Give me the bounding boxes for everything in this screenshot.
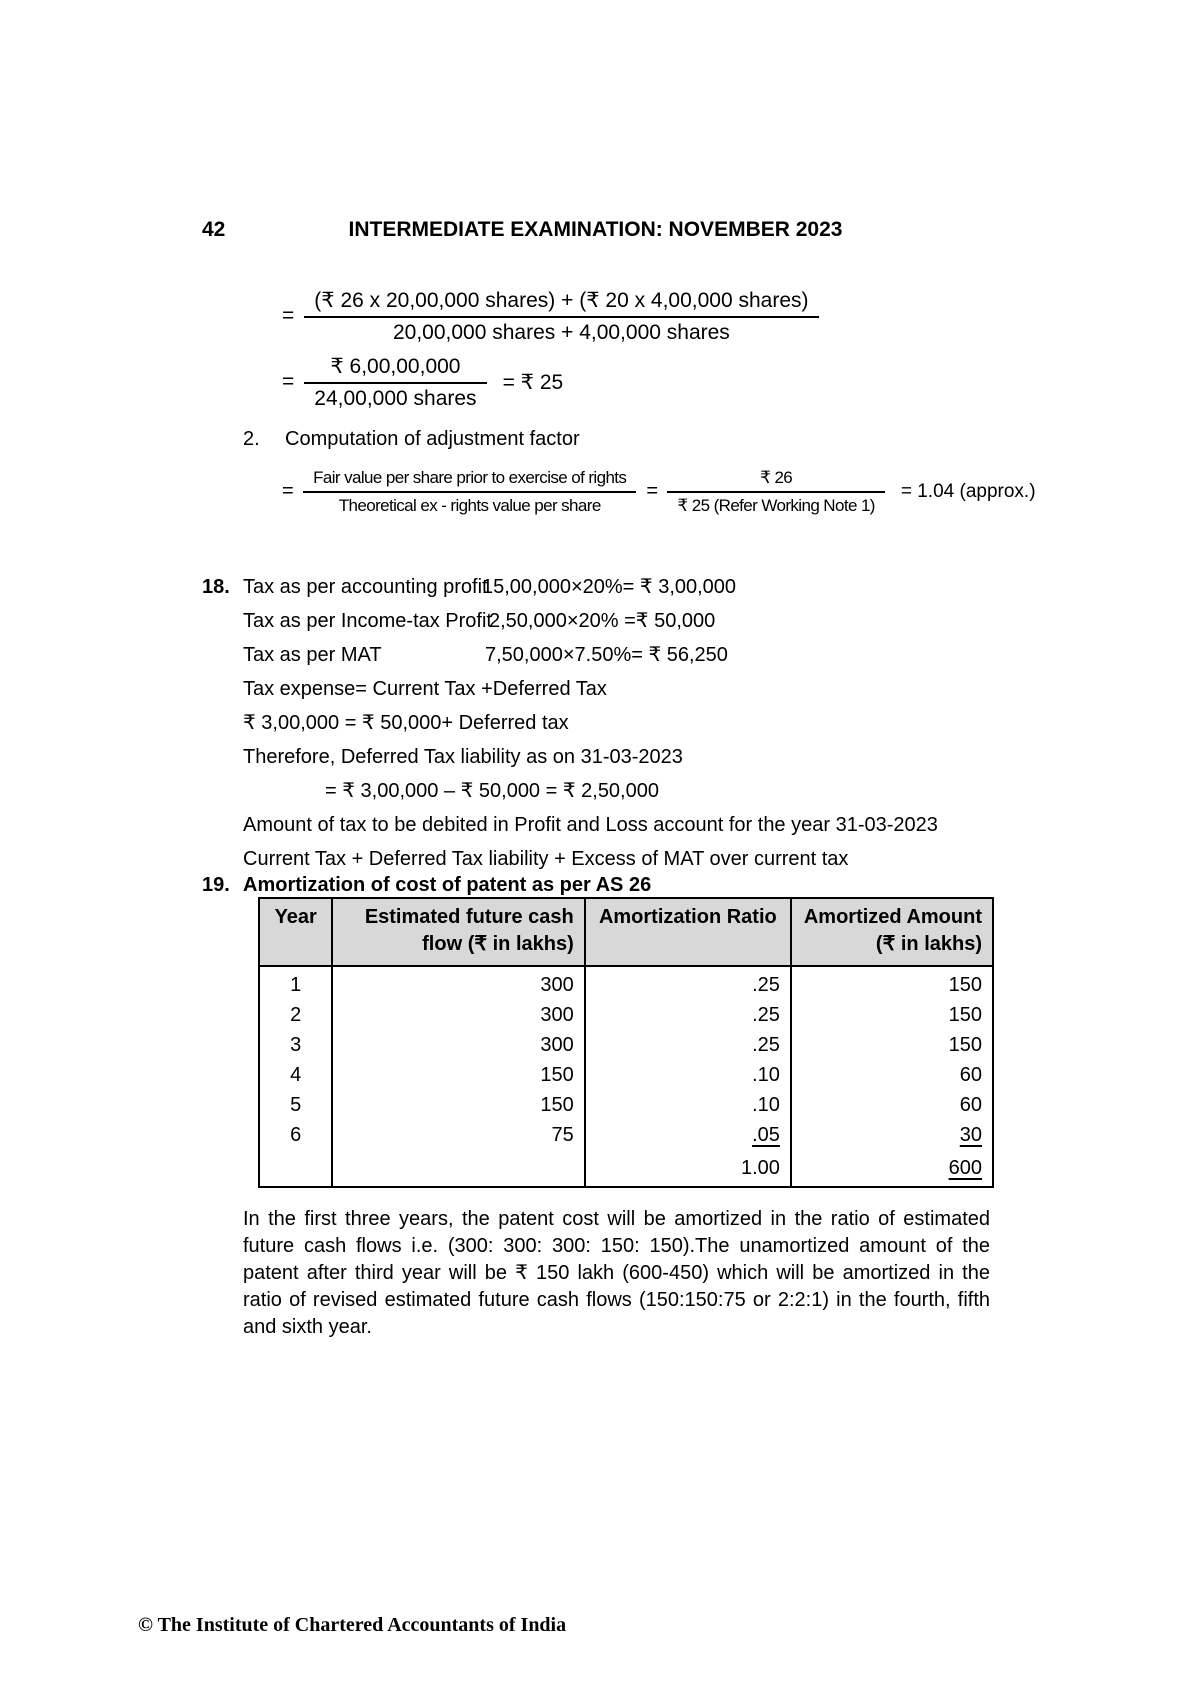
line-text: Amount of tax to be debited in Profit and Loss account for the year 31-03-2023	[243, 814, 938, 836]
cell-ratio-underlined: .05	[752, 1124, 780, 1146]
cell-cash: 150	[332, 1060, 584, 1090]
table-total-row	[260, 1150, 992, 1186]
tax-label: Tax as per Income-tax Profit	[243, 610, 492, 632]
cell-cash: 150	[332, 1090, 584, 1120]
equation-value-result	[282, 354, 563, 411]
answer-18	[202, 570, 1062, 876]
fraction-denominator: 20,00,000 shares + 4,00,000 shares	[304, 316, 818, 345]
cell-amount-total	[791, 1150, 992, 1186]
tax-line	[202, 638, 1062, 672]
equals-sign: =	[282, 303, 295, 327]
answer-19-heading	[202, 874, 651, 897]
equals-sign: =	[282, 479, 294, 502]
header-text: flow (₹ in lakhs)	[422, 933, 574, 955]
table-row	[260, 1090, 992, 1120]
fraction-denominator: ₹ 25 (Refer Working Note 1)	[667, 491, 884, 516]
fraction-denominator: Theoretical ex - rights value per share	[303, 491, 636, 516]
fraction	[304, 288, 818, 345]
page-number: 42	[202, 218, 226, 241]
cell-amount-total-underlined: 600	[948, 1157, 982, 1179]
cell-year: 3	[290, 1034, 302, 1056]
cell-amount: 150	[791, 1030, 992, 1060]
cell-amount: 150	[791, 966, 992, 1000]
equation-result: = 1.04 (approx.)	[900, 481, 1036, 502]
header-text: Year	[274, 906, 317, 928]
tax-line	[202, 604, 1062, 638]
text-line	[202, 740, 1062, 774]
cell-ratio: .25	[585, 966, 791, 1000]
col-header-ratio	[585, 899, 791, 966]
cell-year: 1	[290, 974, 302, 996]
fraction-denominator: 24,00,000 shares	[304, 382, 486, 411]
copyright-footer: © The Institute of Chartered Accountants of India	[138, 1614, 567, 1636]
fraction	[303, 468, 636, 516]
cell-year: 6	[290, 1124, 302, 1146]
line-text: Therefore, Deferred Tax liability as on 31-03-2023	[243, 746, 683, 768]
cell-year: 5	[290, 1094, 302, 1116]
fraction-numerator: ₹ 6,00,00,000	[330, 355, 461, 378]
text-line	[202, 706, 1062, 740]
header-text: Amortized Amount	[803, 906, 982, 928]
text-line-indented	[202, 774, 1062, 808]
cell-cash: 300	[332, 1000, 584, 1030]
tax-label: Tax as per MAT	[243, 644, 382, 666]
cell-year: 4	[290, 1064, 302, 1086]
cell-ratio: .25	[585, 1030, 791, 1060]
fraction-numerator: ₹ 26	[760, 468, 793, 487]
answer-heading: Amortization of cost of patent as per AS 26	[243, 874, 652, 896]
tax-value: 7,50,000×7.50%= ₹ 56,250	[485, 644, 728, 666]
tax-value: 15,00,000×20%= ₹ 3,00,000	[482, 576, 737, 598]
line-text: Tax expense= Current Tax +Deferred Tax	[243, 678, 607, 700]
cell-year-empty	[260, 1150, 332, 1186]
table-header-row	[260, 899, 992, 966]
cell-amount	[791, 1120, 992, 1150]
cell-amount: 60	[791, 1060, 992, 1090]
cell-ratio: .10	[585, 1060, 791, 1090]
cell-ratio-total: 1.00	[585, 1150, 791, 1186]
amortization-explanation-paragraph: In the first three years, the patent cost will be amortized in the ratio of estimated future cash flows i.e. (300: 300: 300: 150: 150).The unamortized amount of the patent after third year will be ₹ 150 lakh (600-450) which will be amortized in the ratio of revised estimated future cash flows (150:150:75 or 2:2:1) in the fourth, fifth and sixth year.	[243, 1208, 990, 1338]
table-row	[260, 966, 992, 1000]
equals-sign: =	[646, 479, 658, 502]
fraction-numerator: (₹ 26 x 20,00,000 shares) + (₹ 20 x 4,00,000 shares)	[314, 289, 809, 312]
cell-ratio	[585, 1120, 791, 1150]
cell-amount-underlined: 30	[959, 1124, 982, 1146]
answer-number: 19.	[202, 874, 230, 896]
cell-cash: 75	[332, 1120, 584, 1150]
table-row	[260, 1060, 992, 1090]
text-line	[202, 842, 1062, 876]
cell-cash: 300	[332, 1030, 584, 1060]
amortization-table	[258, 897, 994, 1188]
text-line	[202, 808, 1062, 842]
equation-adjustment-factor	[282, 468, 1036, 516]
page-title: INTERMEDIATE EXAMINATION: NOVEMBER 2023	[348, 218, 843, 241]
col-header-year	[260, 899, 332, 966]
fraction	[667, 468, 884, 516]
col-header-amount	[791, 899, 992, 966]
line-text: = ₹ 3,00,000 – ₹ 50,000 = ₹ 2,50,000	[325, 780, 659, 802]
fraction-numerator: Fair value per share prior to exercise of rights	[313, 468, 627, 487]
fraction	[304, 354, 486, 411]
col-header-cash-flow	[332, 899, 584, 966]
table-row	[260, 1000, 992, 1030]
item-heading: Computation of adjustment factor	[285, 428, 580, 450]
header-text: Estimated future cash	[364, 906, 574, 928]
tax-line	[202, 570, 1062, 604]
cell-ratio: .10	[585, 1090, 791, 1120]
header-text: Amortization Ratio	[598, 906, 777, 928]
cell-amount: 150	[791, 1000, 992, 1030]
table-row	[260, 1120, 992, 1150]
equals-sign: =	[282, 369, 295, 393]
cell-amount: 60	[791, 1090, 992, 1120]
line-text: ₹ 3,00,000 = ₹ 50,000+ Deferred tax	[243, 712, 569, 734]
equation-result: = ₹ 25	[502, 371, 564, 394]
cell-cash: 300	[332, 966, 584, 1000]
equation-theoretical-value	[282, 288, 819, 345]
tax-value: 2,50,000×20% =₹ 50,000	[489, 610, 716, 632]
amortization-table-grid	[260, 899, 992, 1186]
text-line	[202, 672, 1062, 706]
working-note-item-2	[243, 428, 580, 451]
answer-number: 18.	[202, 576, 230, 598]
cell-ratio: .25	[585, 1000, 791, 1030]
table-row	[260, 1030, 992, 1060]
cell-year: 2	[290, 1004, 302, 1026]
header-text: (₹ in lakhs)	[875, 933, 982, 955]
line-text: Current Tax + Deferred Tax liability + Excess of MAT over current tax	[243, 848, 849, 870]
item-number: 2.	[243, 428, 260, 450]
tax-label: Tax as per accounting profit	[243, 576, 488, 598]
cell-cash-empty	[332, 1150, 584, 1186]
